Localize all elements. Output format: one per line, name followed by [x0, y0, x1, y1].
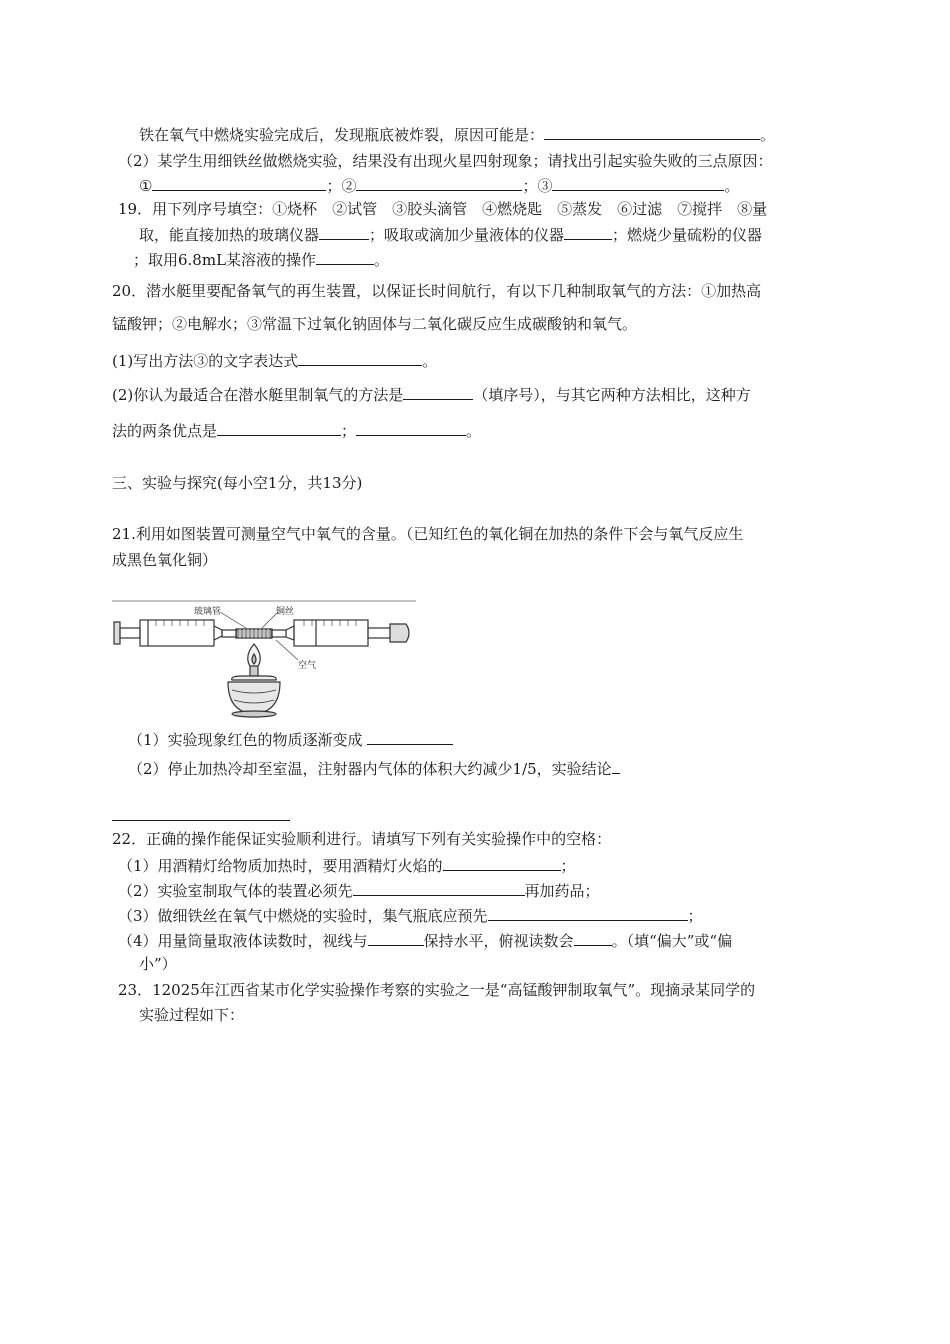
q22-part1: （1）用酒精灯给物质加热时，要用酒精灯火焰的 ； — [118, 857, 576, 875]
q19-line3: ；取用6.8mL某溶液的操作 。 — [133, 251, 390, 269]
answer-blank[interactable] — [319, 224, 369, 240]
q21-part1: （1）实验现象红色的物质逐渐变成 — [128, 729, 453, 750]
q18-line2: （2）某学生用细铁丝做燃烧实验，结果没有出现火星四射现象；请找出引起实验失败的三点原因： — [118, 152, 773, 170]
answer-blank[interactable] — [298, 350, 422, 366]
alcohol-lamp — [228, 644, 280, 717]
q21-part2: （2）停止加热冷却至室温，注射器内气体的体积大约减少1/5，实验结论 — [128, 758, 620, 779]
answer-blank[interactable] — [574, 930, 612, 946]
q19-line2: 取，能直接加热的玻璃仪器 ；吸取或滴加少量液体的仪器 ；燃烧少量硫粉的仪器 — [139, 226, 763, 244]
q22-line1: 22．正确的操作能保证实验顺利进行。请填写下列有关实验操作中的空格： — [112, 830, 612, 848]
q20-line2: 锰酸钾；②电解水；③常温下过氧化钠固体与二氧化碳反应生成碳酸钠和氧气。 — [112, 315, 638, 333]
answer-blank[interactable] — [544, 124, 760, 140]
left-syringe — [114, 620, 222, 646]
answer-blank[interactable] — [443, 855, 561, 871]
apparatus-figure — [112, 600, 416, 720]
label-air: 空气 — [298, 661, 317, 671]
q18-line3: ① ；② ；③ 。 — [139, 177, 740, 195]
q20-line1: 20．潜水艇里要配备氧气的再生装置，以保证长时间航行，有以下几种制取氧气的方法：①加热高 — [112, 282, 762, 300]
answer-blank[interactable] — [488, 905, 688, 921]
q19-line1: 19．用下列序号填空：①烧杯 ②试管 ③胶头滴管 ④燃烧匙 ⑤蒸发 ⑥过滤 ⑦搅拌 ⑧量 — [118, 200, 768, 218]
answer-blank[interactable] — [316, 249, 374, 265]
q22-part2: （2）实验室制取气体的装置必须先 再加药品； — [118, 882, 600, 900]
glass-tube — [222, 629, 286, 638]
right-syringe — [286, 620, 409, 646]
answer-blank[interactable] — [552, 175, 724, 191]
section-heading: 三、实验与探究(每小空1分，共13分) — [112, 474, 363, 492]
answer-blank[interactable] — [564, 224, 612, 240]
q23-line1: 23．12025年江西省某市化学实验操作考察的实验之一是“高锰酸钾制取氧气”。现摘录某同学的 — [118, 981, 756, 999]
answer-blank[interactable] — [152, 175, 326, 191]
q20-part1: (1)写出方法③的文字表达式 。 — [112, 352, 438, 370]
q20-part2: (2)你认为最适合在潜水艇里制氧气的方法是 （填序号），与其它两种方法相比，这种方 — [112, 386, 751, 404]
q22-part3: （3）做细铁丝在氧气中燃烧的实验时，集气瓶底应预先 ； — [118, 907, 703, 925]
answer-blank[interactable] — [367, 729, 453, 745]
answer-blank[interactable] — [403, 384, 473, 400]
q23-line2: 实验过程如下： — [139, 1006, 245, 1024]
answer-line[interactable] — [112, 820, 290, 821]
q18-line1: 铁在氧气中燃烧实验完成后，发现瓶底被炸裂，原因可能是： 。 — [139, 126, 776, 144]
q22-part4-cont: 小”） — [139, 955, 177, 973]
q21-line2: 成黑色氧化铜） — [112, 551, 218, 569]
answer-blank[interactable] — [356, 420, 466, 436]
answer-blank[interactable] — [353, 880, 525, 896]
q20-part3: 法的两条优点是 ； 。 — [112, 422, 482, 440]
answer-blank[interactable] — [356, 175, 522, 191]
label-glass-tube: 玻璃管 — [194, 607, 222, 617]
answer-blank[interactable] — [368, 930, 424, 946]
q22-part4: （4）用量筒量取液体读数时，视线与 保持水平，俯视读数会 。（填“偏大”或“偏 — [118, 932, 733, 950]
q21-line1: 21.利用如图装置可测量空气中氧气的含量。（已知红色的氧化铜在加热的条件下会与氧气反应生 — [112, 525, 744, 543]
label-copper-wire: 铜丝 — [276, 607, 295, 617]
answer-blank[interactable] — [612, 758, 620, 774]
answer-blank[interactable] — [217, 420, 341, 436]
